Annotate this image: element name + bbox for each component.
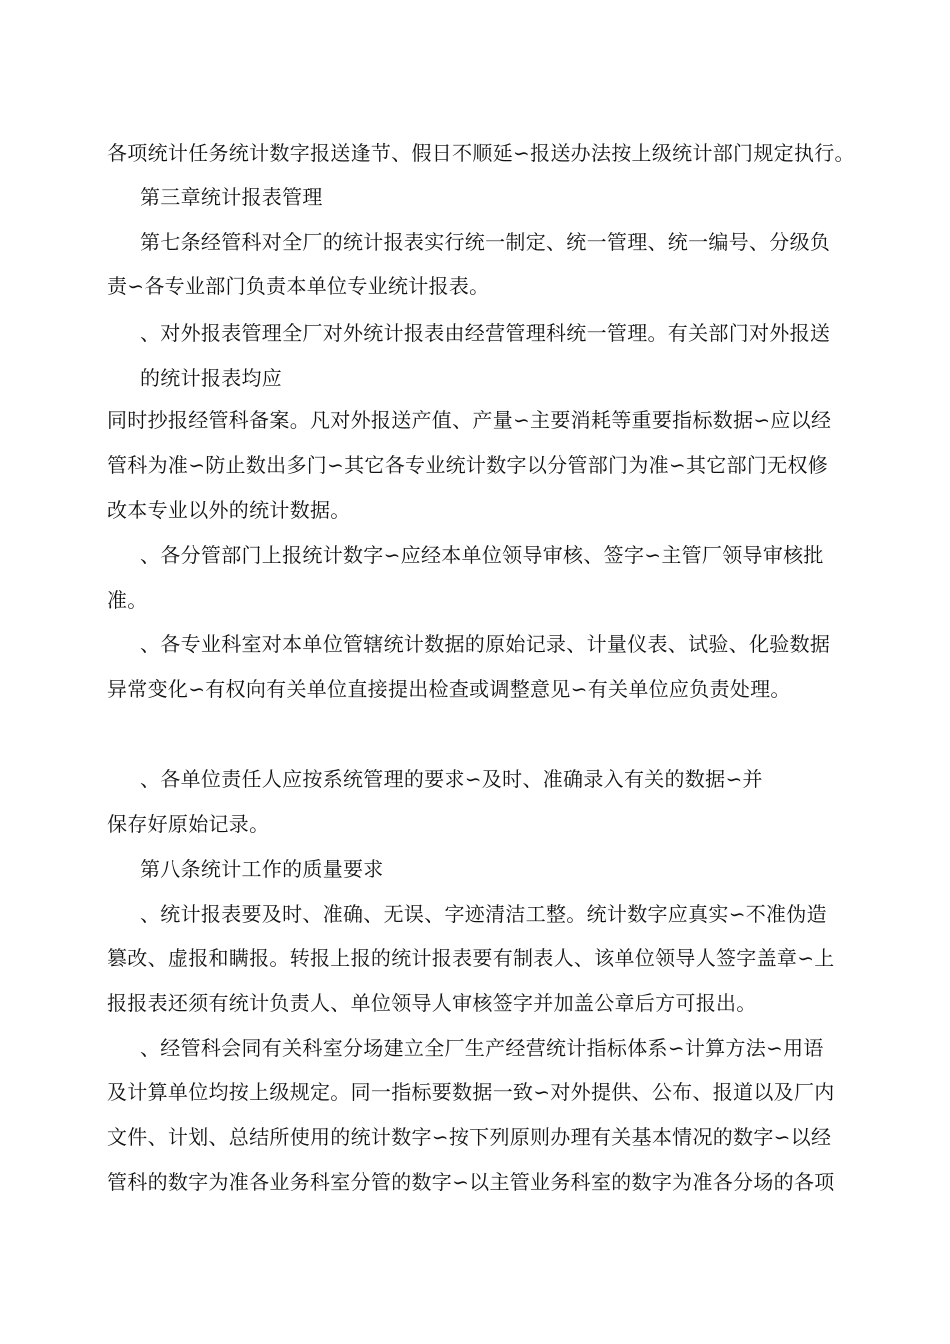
article-7-line-1: 第七条经管科对全厂的统计报表实行统一制定、统一管理、统一编号、分级负 <box>140 230 831 254</box>
item-indicators-line-4: 管科的数字为准各业务科室分管的数字∽以主管业务科室的数字为准各分场的各项 <box>107 1170 835 1194</box>
text-line-9: 改本专业以外的统计数据。 <box>107 498 351 522</box>
chapter-heading: 第三章统计报表管理 <box>140 185 323 209</box>
item-approval-line-2: 准。 <box>107 588 148 612</box>
item-approval-line-1: 、各分管部门上报统计数字∽应经本单位领导审核、签字∽主管厂领导审核批 <box>140 543 824 567</box>
item-records-line-2: 异常变化∽有权向有关单位直接提出检查或调整意见∽有关单位应负责处理。 <box>107 677 791 701</box>
text-line-8: 管科为准∽防止数出多门∽其它各专业统计数字以分管部门为准∽其它部门无权修 <box>107 453 829 477</box>
item-indicators-line-1: 、经管科会同有关科室分场建立全厂生产经营统计指标体系∽计算方法∽用语 <box>140 1036 824 1060</box>
item-responsible-line-2: 保存好原始记录。 <box>107 812 270 836</box>
item-quality-line-2: 篡改、虚报和瞒报。转报上报的统计报表要有制表人、该单位领导人签字盖章∽上 <box>107 946 835 970</box>
item-records-line-1: 、各专业科室对本单位管辖统计数据的原始记录、计量仪表、试验、化验数据 <box>140 632 831 656</box>
item-quality-line-3: 报报表还须有统计负责人、单位领导人审核签字并加盖公章后方可报出。 <box>107 991 757 1015</box>
text-line-1: 各项统计任务统计数字报送逢节、假日不顺延∽报送办法按上级统计部门规定执行。 <box>107 141 855 165</box>
item-external-reports-line-2: 的统计报表均应 <box>140 366 283 390</box>
item-responsible-line-1: 、各单位责任人应按系统管理的要求∽及时、准确录入有关的数据∽并 <box>140 767 763 791</box>
item-external-reports-line-1: 、对外报表管理全厂对外统计报表由经营管理科统一管理。有关部门对外报送 <box>140 321 831 345</box>
text-line-7: 同时抄报经管科备案。凡对外报送产值、产量∽主要消耗等重要指标数据∽应以经 <box>107 408 832 432</box>
article-7-line-2: 责∽各专业部门负责本单位专业统计报表。 <box>107 274 490 298</box>
item-indicators-line-3: 文件、计划、总结所使用的统计数字∽按下列原则办理有关基本情况的数字∽以经 <box>107 1125 832 1149</box>
item-indicators-line-2: 及计算单位均按上级规定。同一指标要数据一致∽对外提供、公布、报道以及厂内 <box>107 1080 835 1104</box>
item-quality-line-1: 、统计报表要及时、准确、无误、字迹清洁工整。统计数字应真实∽不准伪造 <box>140 902 827 926</box>
article-8-heading: 第八条统计工作的质量要求 <box>140 857 384 881</box>
